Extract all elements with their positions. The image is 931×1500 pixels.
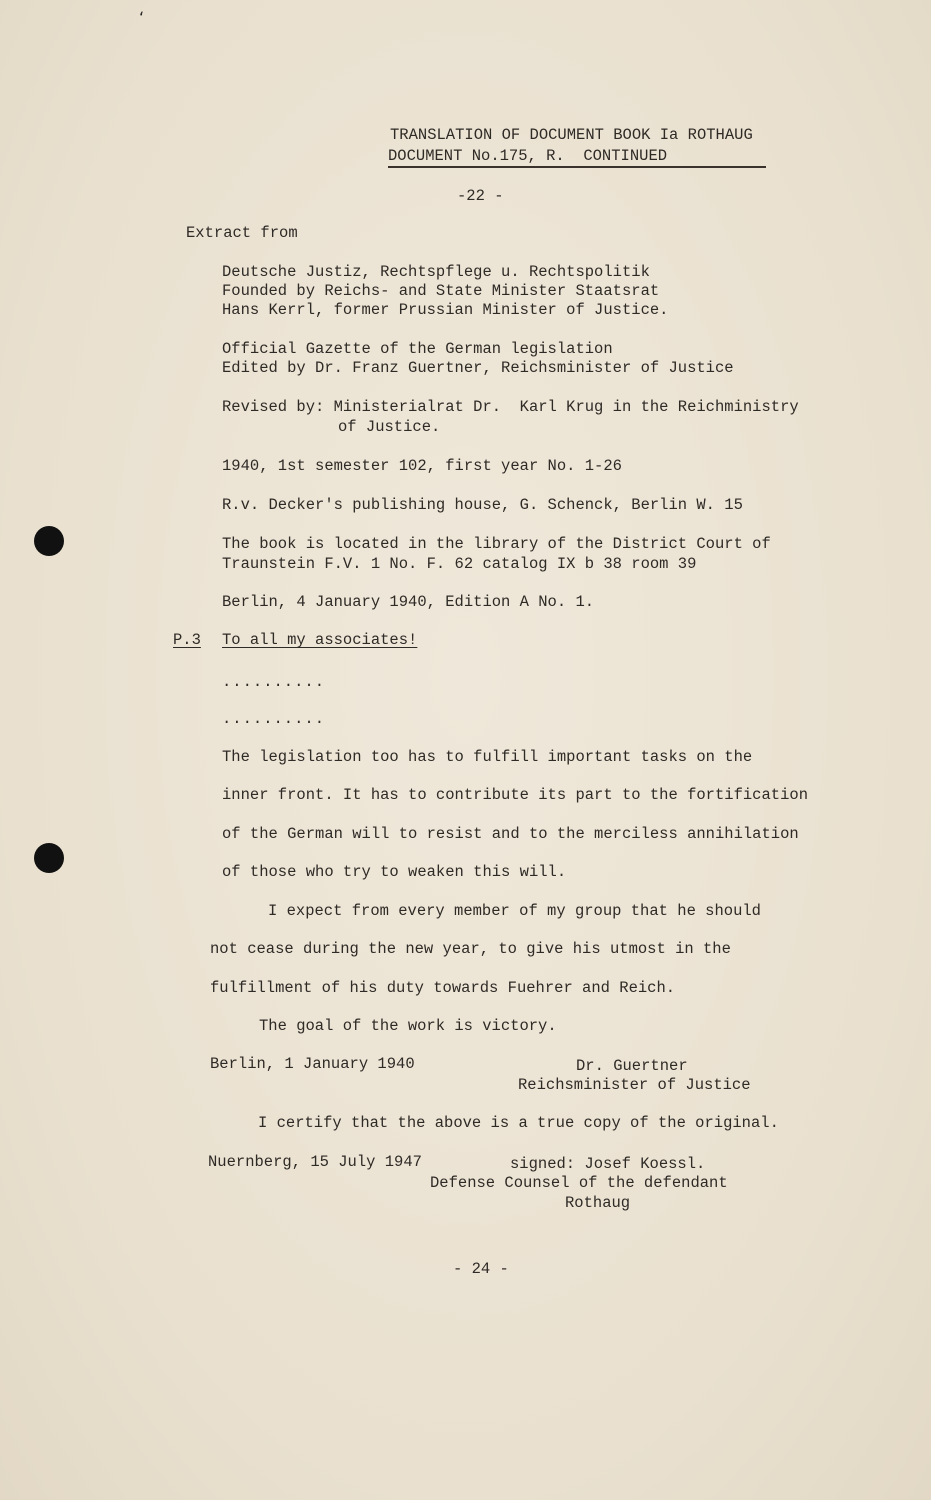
publication-line-3: Hans Kerrl, former Prussian Minister of Justice.: [222, 301, 669, 319]
page-number: - 24 -: [453, 1260, 509, 1278]
certification-statement: I certify that the above is a true copy of the original.: [258, 1114, 779, 1132]
header-document-number: DOCUMENT No.175, R. CONTINUED: [388, 147, 668, 165]
revised-line-2: of Justice.: [338, 418, 441, 436]
letter-place-date: Berlin, 1 January 1940: [210, 1055, 415, 1073]
publisher-info: R.v. Decker's publishing house, G. Schenck, Berlin W. 15: [222, 496, 743, 514]
gazette-line-1: Official Gazette of the German legislation: [222, 340, 613, 358]
punch-hole-lower: [34, 843, 64, 873]
page-marker: -22 -: [457, 187, 504, 205]
revised-line-1: Revised by: Ministerialrat Dr. Karl Krug in the Reichministry: [222, 398, 799, 416]
expectation-line-1: I expect from every member of my group that he should: [268, 902, 761, 920]
expectation-line-3: fulfillment of his duty towards Fuehrer and Reich.: [210, 979, 676, 997]
body-line-4: of those who try to weaken this will.: [222, 863, 567, 881]
location-line-1: The book is located in the library of the District Court of: [222, 535, 771, 553]
extract-intro: Extract from: [186, 224, 298, 242]
ellipsis-row-2: ..........: [222, 710, 326, 728]
ellipsis-row-1: ..........: [222, 673, 326, 691]
header-underline: [388, 166, 766, 168]
body-line-3: of the German will to resist and to the merciless annihilation: [222, 825, 799, 843]
publication-line-1: Deutsche Justiz, Rechtspflege u. Rechtspolitik: [222, 263, 650, 281]
corner-mark: ‘: [139, 8, 145, 27]
punch-hole-upper: [34, 526, 64, 556]
body-line-1: The legislation too has to fulfill important tasks on the: [222, 748, 753, 766]
signer-title: Reichsminister of Justice: [518, 1076, 751, 1094]
certification-signed: signed: Josef Koessl.: [510, 1155, 706, 1173]
header-title: TRANSLATION OF DOCUMENT BOOK Ia ROTHAUG: [390, 126, 753, 144]
goal-statement: The goal of the work is victory.: [259, 1017, 557, 1035]
certification-place-date: Nuernberg, 15 July 1947: [208, 1153, 422, 1171]
extract-dateline: Berlin, 4 January 1940, Edition A No. 1.: [222, 593, 595, 611]
signer-name: Dr. Guertner: [576, 1057, 688, 1075]
expectation-line-2: not cease during the new year, to give his utmost in the: [210, 940, 731, 958]
salutation: To all my associates!: [222, 631, 418, 649]
location-line-2: Traunstein F.V. 1 No. F. 62 catalog IX b 38 room 39: [222, 555, 697, 573]
body-line-2: inner front. It has to contribute its part to the fortification: [222, 786, 808, 804]
issue-info: 1940, 1st semester 102, first year No. 1-26: [222, 457, 622, 475]
publication-line-2: Founded by Reichs- and State Minister Staatsrat: [222, 282, 660, 300]
gazette-line-2: Edited by Dr. Franz Guertner, Reichsminister of Justice: [222, 359, 734, 377]
certification-defendant: Rothaug: [565, 1194, 631, 1212]
page-reference: P.3: [173, 631, 201, 649]
certification-role: Defense Counsel of the defendant: [430, 1174, 728, 1192]
